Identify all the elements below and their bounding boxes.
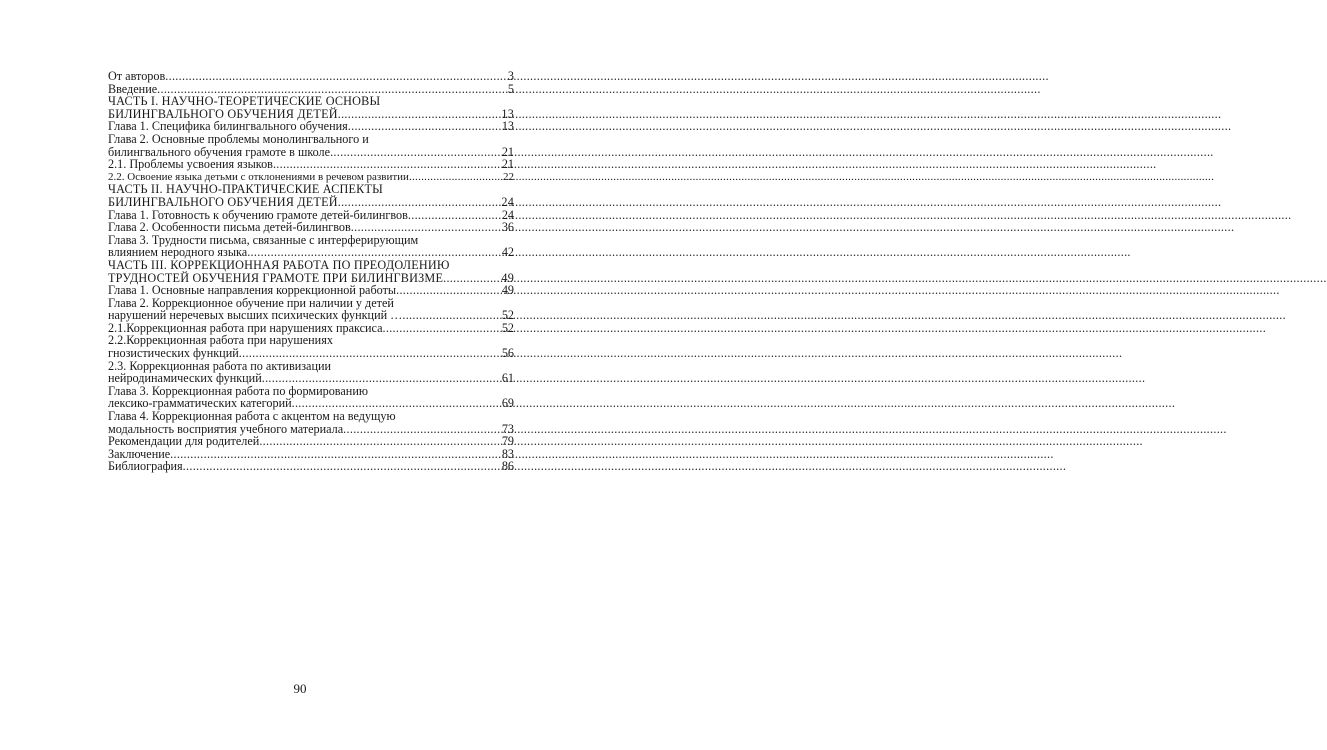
toc-entry-title-line1: Глава 3. Трудности письма, связанные с интерферирующим — [108, 232, 419, 247]
toc-entry-page: 24 — [501, 194, 514, 209]
toc-entry-title: модальность восприятия учебного материала — [108, 421, 344, 436]
toc-entry-title: Глава 1. Готовность к обучению грамоте детей-билингвов — [108, 207, 408, 222]
toc-leader-dots — [338, 196, 501, 209]
toc-entry-page: 13 — [501, 106, 514, 121]
toc-leader-dots — [183, 460, 501, 473]
toc-entry-section-2-2-gnosis — [108, 334, 514, 359]
toc-leader-dots — [273, 158, 501, 171]
toc-entry-page: 52 — [501, 320, 514, 335]
toc-entry-part3-chapter3 — [108, 385, 514, 410]
toc-entry-bibliography — [108, 460, 514, 473]
toc-entry-title: гнозистических функций — [108, 346, 239, 361]
toc-entry-page: 69 — [501, 396, 514, 411]
toc-entry-title: Библиография — [108, 459, 183, 474]
toc-entry-title: Введение — [108, 81, 158, 96]
toc-entry-part1-chapter2 — [108, 133, 514, 158]
toc-entry-title-line1: ЧАСТЬ I. НАУЧНО-ТЕОРЕТИЧЕСКИЕ ОСНОВЫ — [108, 94, 381, 109]
toc-leader-dots — [409, 171, 502, 184]
toc-entry-page: 61 — [501, 371, 514, 386]
page-number: 90 — [293, 681, 307, 696]
toc-leader-dots — [165, 70, 507, 83]
toc-entry-title-line1: ЧАСТЬ II. НАУЧНО-ПРАКТИЧЕСКИЕ АСПЕКТЫ — [108, 182, 383, 197]
toc-entry-title-line1: Глава 4. Коррекционная работа с акцентом на ведущую — [108, 409, 396, 424]
toc-entry-page: 24 — [501, 207, 514, 222]
toc-entry-page: 49 — [501, 283, 514, 298]
toc-entry-title: 2.2. Освоение языка детьми с отклонениями в речевом развитии — [108, 170, 409, 183]
toc-entry-title-line1: 2.2.Коррекционная работа при нарушениях — [108, 333, 333, 348]
toc-entry-part3-chapter4 — [108, 410, 514, 435]
toc-leader-dots — [351, 221, 501, 234]
toc-leader-dots — [383, 322, 501, 335]
toc-entry-section-2-1 — [108, 158, 514, 171]
toc-entry-title-line1: 2.3. Коррекционная работа по активизации — [108, 358, 332, 373]
toc-entry-part3-chapter2 — [108, 297, 514, 322]
toc-entry-page: 13 — [501, 119, 514, 134]
toc-entry-part2-chapter2 — [108, 221, 514, 234]
toc-entry-title: 2.1. Проблемы усвоения языков — [108, 157, 273, 172]
toc-entry-title: БИЛИНГВАЛЬНОГО ОБУЧЕНИЯ ДЕТЕЙ — [108, 106, 338, 121]
toc-entry-title: ТРУДНОСТЕЙ ОБУЧЕНИЯ ГРАМОТЕ ПРИ БИЛИНГВИЗМЕ — [108, 270, 444, 285]
toc-entry-title: нарушений неречевых высших психических функций … — [108, 308, 403, 323]
toc-entry-authors — [108, 70, 514, 83]
toc-entry-title: От авторов — [108, 69, 166, 83]
toc-entry-page: 52 — [501, 308, 514, 323]
toc-entry-title: БИЛИНГВАЛЬНОГО ОБУЧЕНИЯ ДЕТЕЙ — [108, 194, 338, 209]
toc-entry-title: Рекомендации для родителей — [108, 434, 260, 449]
toc-entry-page: 21 — [501, 157, 514, 172]
toc-entry-title: Глава 2. Особенности письма детей-билингвов — [108, 220, 351, 235]
toc-entry-title: Глава 1. Основные направления коррекционной работы — [108, 283, 397, 298]
toc-entry-page: 5 — [507, 81, 514, 96]
toc-entry-page: 83 — [501, 446, 514, 461]
toc-entry-title: Заключение — [108, 446, 171, 461]
toc-entry-title: влиянием неродного языка — [108, 245, 248, 260]
toc-entry-part2-chapter3 — [108, 234, 514, 259]
toc-entry-page: 22 — [503, 170, 514, 183]
toc-entry-title: нейродинамических функций — [108, 371, 262, 386]
toc-entry-title-line1: Глава 3. Коррекционная работа по формированию — [108, 383, 368, 398]
toc-entry-section-2-3 — [108, 360, 514, 385]
toc-entry-page: 42 — [501, 245, 514, 260]
toc-entry-part-3 — [108, 259, 514, 284]
toc-entry-page: 79 — [501, 434, 514, 449]
toc-entry-page: 36 — [501, 220, 514, 235]
toc-leader-dots — [239, 347, 501, 360]
toc-entry-page: 21 — [501, 144, 514, 159]
toc-entry-title-line1: ЧАСТЬ III. КОРРЕКЦИОННАЯ РАБОТА ПО ПРЕОДОЛЕНИЮ — [108, 257, 450, 272]
toc-entry-title-line1: Глава 2. Основные проблемы монолингвального и — [108, 131, 369, 146]
toc-entry-page: 56 — [501, 346, 514, 361]
toc-leader-dots — [396, 284, 501, 297]
toc-leader-dots — [262, 372, 501, 385]
toc-entry-title: Глава 1. Специфика билингвального обучения — [108, 119, 348, 134]
toc-entry-page: 49 — [501, 270, 514, 285]
toc-entry-part-2 — [108, 183, 514, 208]
toc-entry-title-line1: Глава 2. Коррекционное обучение при наличии у детей — [108, 295, 394, 310]
toc-entry-page: 3 — [507, 69, 514, 83]
toc-entry-page: 73 — [501, 421, 514, 436]
toc-leader-dots — [402, 309, 500, 322]
toc-entry-title: лексико-грамматических категорий — [108, 396, 292, 411]
toc-entry-part-1 — [108, 95, 514, 120]
toc-leader-dots — [259, 435, 501, 448]
table-of-contents — [108, 70, 514, 473]
toc-entry-recommendations — [108, 435, 514, 448]
toc-entry-title: 2.1.Коррекционная работа при нарушениях праксиса — [108, 320, 383, 335]
toc-leader-dots — [348, 120, 501, 133]
toc-entry-part3-chapter1 — [108, 284, 514, 297]
toc-entry-title: билингвального обучения грамоте в школе — [108, 144, 331, 159]
toc-entry-page: 86 — [501, 459, 514, 474]
